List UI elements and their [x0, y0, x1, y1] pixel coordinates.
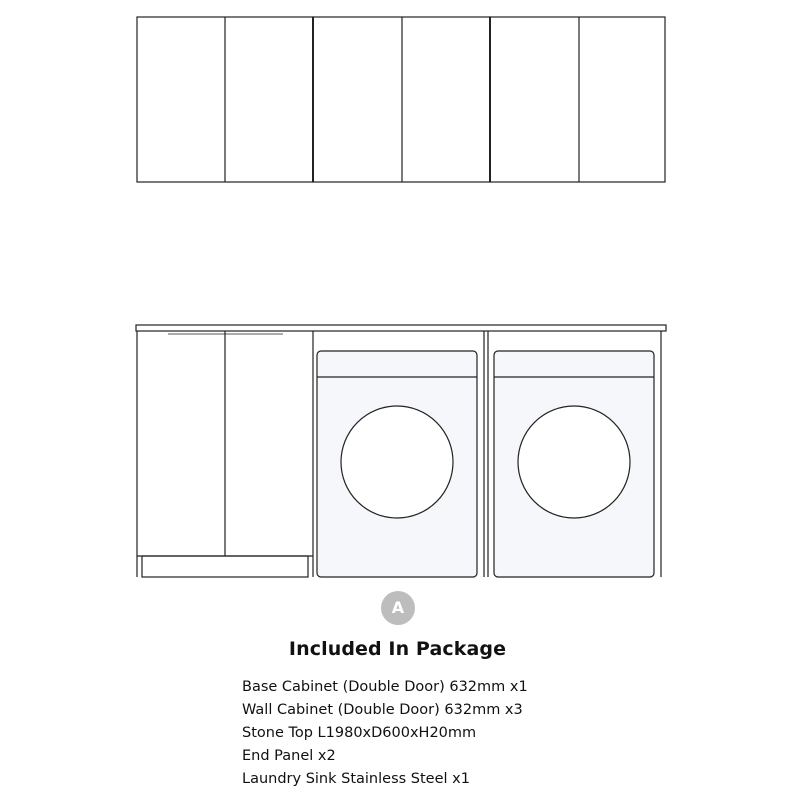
washer-left — [317, 351, 477, 577]
package-item: Base Cabinet (Double Door) 632mm x1 — [242, 679, 528, 695]
package-item: Wall Cabinet (Double Door) 632mm x3 — [242, 702, 523, 718]
stone-top — [136, 325, 666, 331]
package-item: Stone Top L1980xD600xH20mm — [242, 725, 477, 741]
wall-cabinet-2 — [313, 17, 490, 182]
base-cabinet — [137, 331, 313, 577]
washer-right — [494, 351, 654, 577]
package-item: Laundry Sink Stainless Steel x1 — [242, 771, 470, 787]
package-item: End Panel x2 — [242, 748, 336, 764]
package-list — [242, 676, 528, 791]
section-marker-badge: A — [381, 591, 415, 625]
package-title: Included In Package — [288, 638, 507, 660]
wall-cabinet-1 — [137, 17, 313, 182]
wall-cabinet-3 — [490, 17, 665, 182]
